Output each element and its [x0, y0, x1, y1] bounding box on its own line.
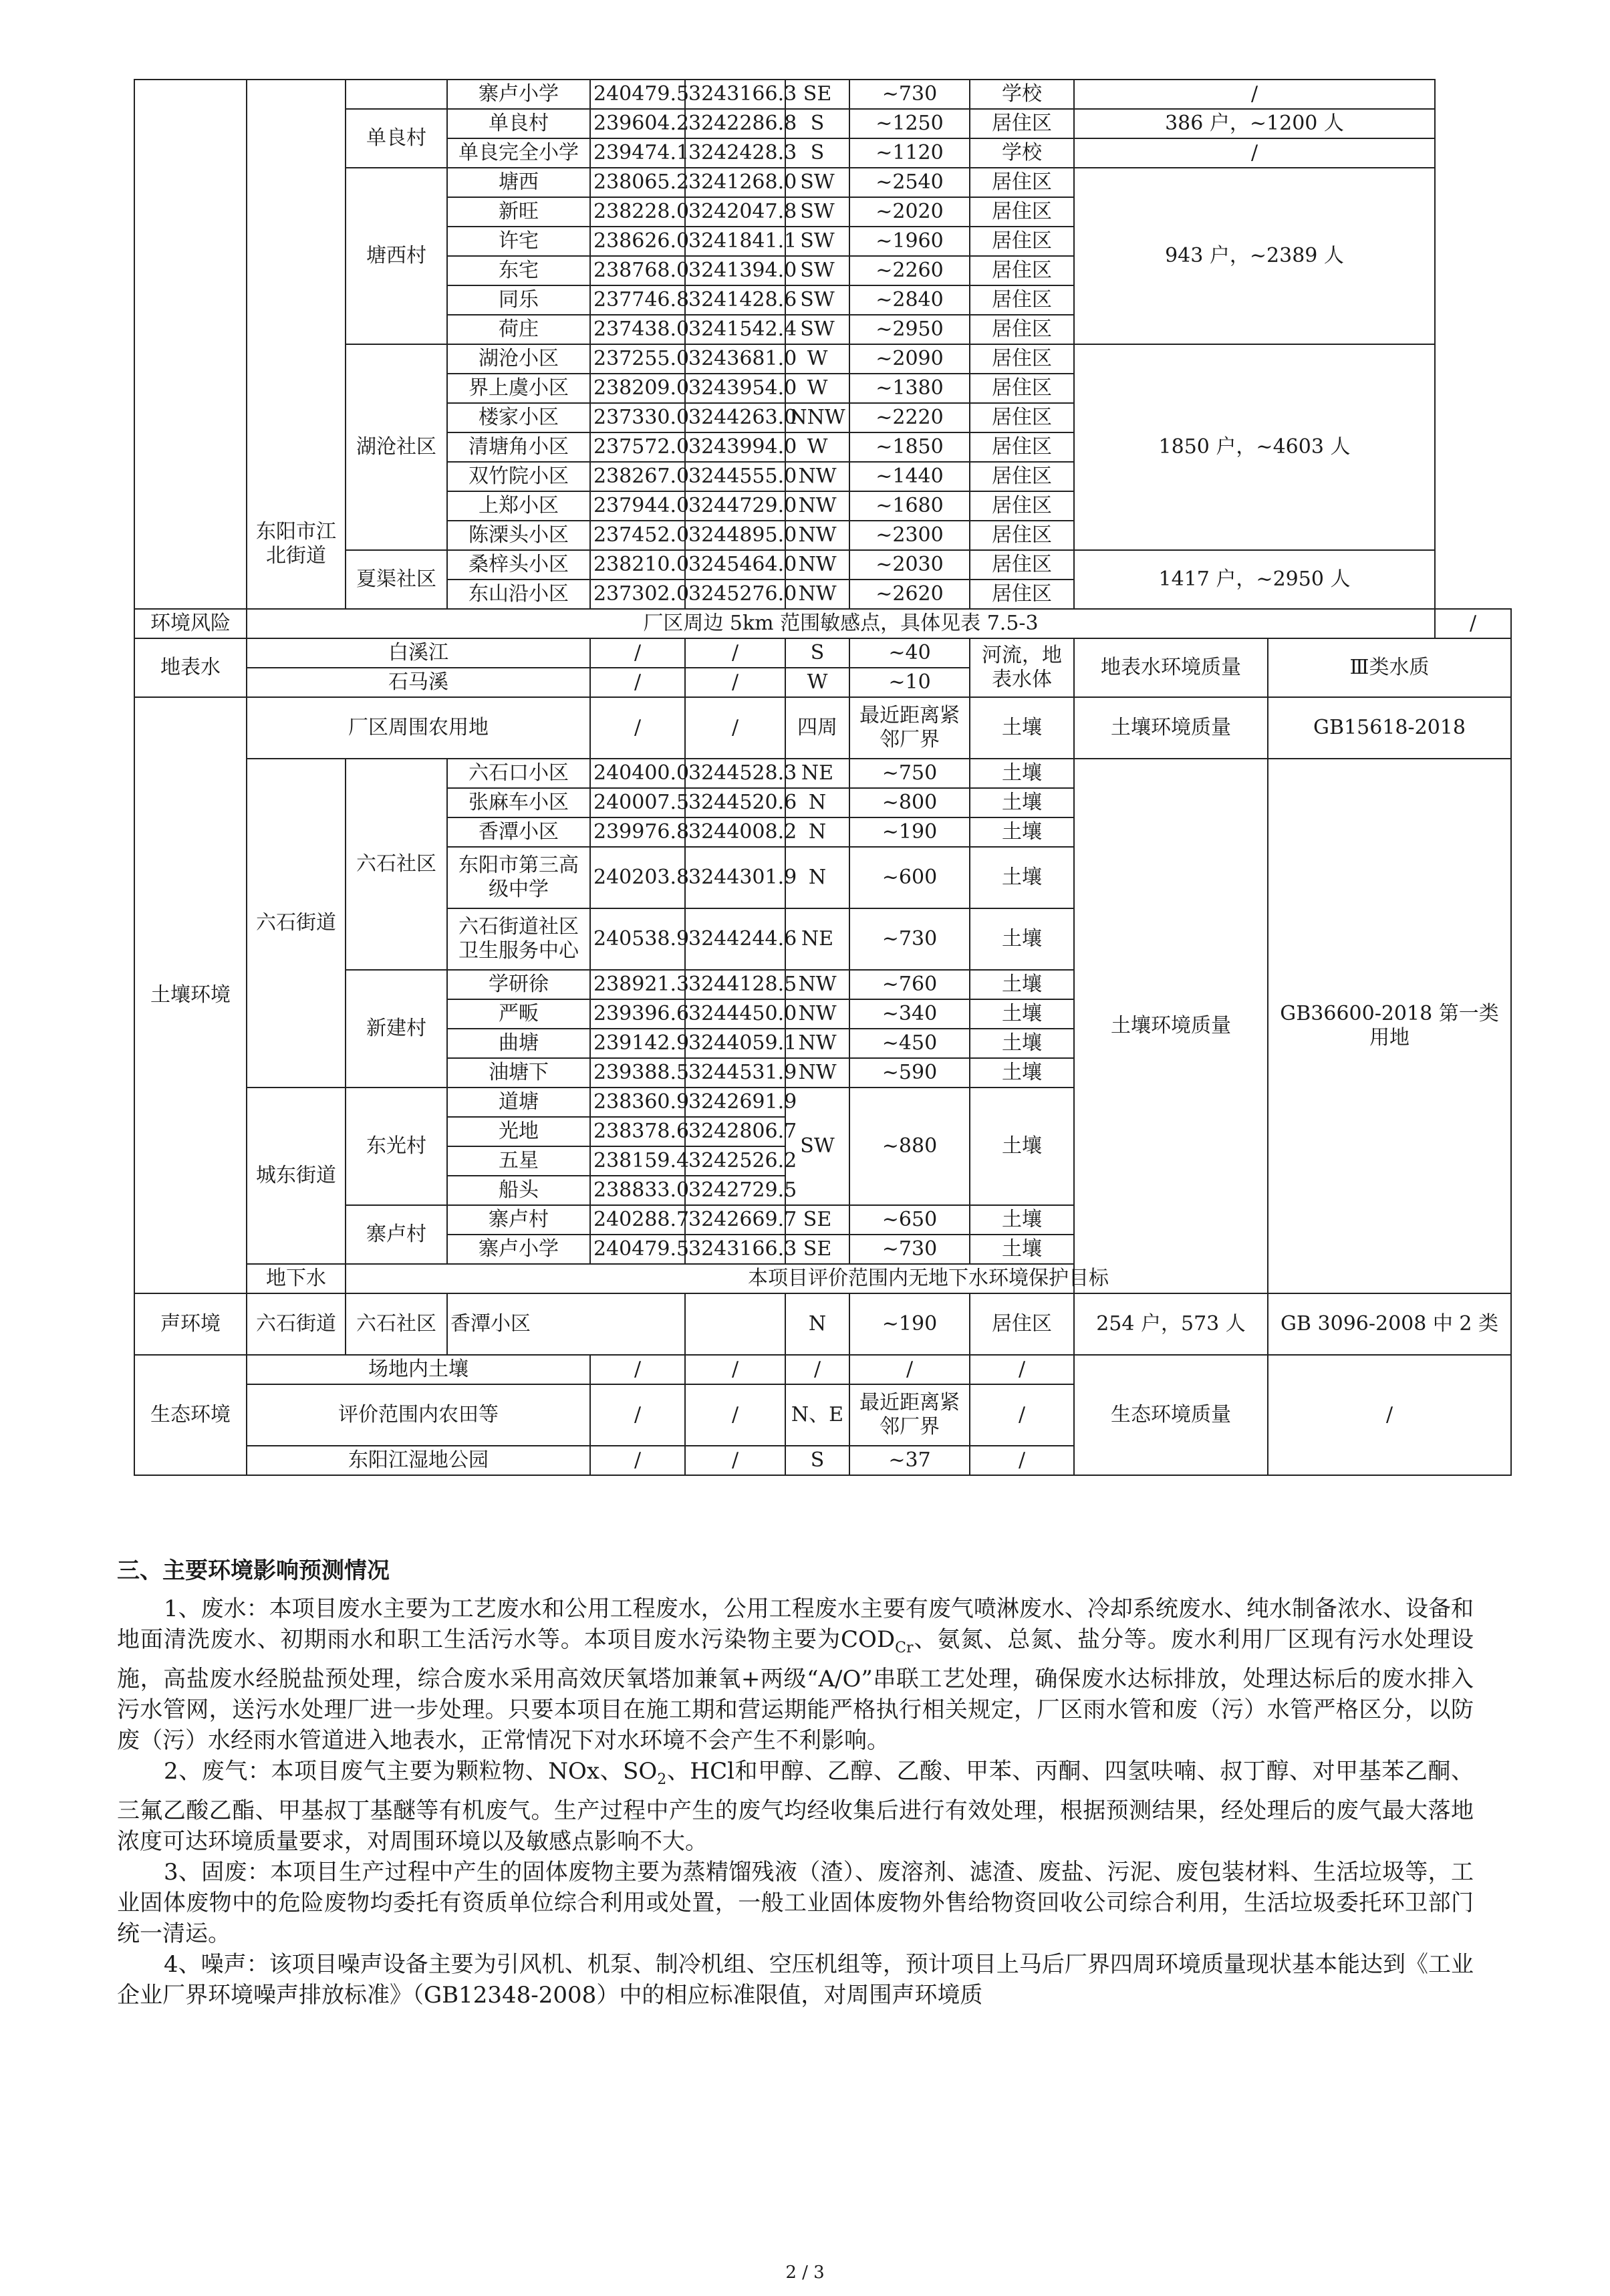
paragraph-wastewater: 1、废水：本项目废水主要为工艺废水和公用工程废水，公用工程废水主要有废气喷淋废水、冷却系统废水、纯水制备浓水、设备和地面清洗废水、初期雨水和职工生活污水等。本项目废水污染物主要为$COD_{Cr}$、氨氮、总氮、盐分等。废水利用厂区现有污水处理设施，高盐废水经脱盐预处理，综合废水采用高效厌氧塔加兼氧+两级“A/O”串联工艺处理，确保废水达标排放，处理达标后的废水排入污水管网，送污水处理厂进一步处理。只要本项目在施工期和营运期能严格执行相关规定，厂区雨水管和废（污）水管严格区分，以防废（污）水经雨水管道进入地表水，正常情况下对水环境不会产生不利影响。	[117, 1596, 1474, 1754]
table-cell: 3244263.0	[685, 403, 785, 432]
table-cell: 土壤	[970, 759, 1074, 788]
table-cell: 评价范围内农田等	[247, 1384, 590, 1446]
table-cell: 土壤	[970, 1235, 1074, 1264]
table-cell: N	[785, 788, 849, 817]
category-cell: 地表水	[134, 638, 247, 697]
table-cell: SW	[785, 285, 849, 315]
table-cell: 居住区	[970, 521, 1074, 550]
table-cell: 240203.8	[590, 847, 685, 908]
population-cell: 1417 户，~2950 人	[1074, 550, 1435, 609]
protection-target-table	[134, 79, 1512, 1476]
table-cell: /	[685, 638, 785, 668]
table-cell: /	[685, 697, 785, 759]
table-cell: 3242669.7	[685, 1205, 785, 1235]
table-cell: 界上虞小区	[447, 374, 590, 403]
table-cell: ~2950	[849, 315, 970, 344]
table-cell: /	[1268, 1355, 1511, 1475]
village-cell: 新建村	[346, 970, 447, 1088]
table-cell: ~340	[849, 999, 970, 1029]
table-cell: 厂区周边 5km 范围敏感点，具体见表 7.5-3	[247, 609, 1435, 638]
table-cell: 3244128.5	[685, 970, 785, 999]
table-cell: 3244008.2	[685, 817, 785, 847]
table-cell: 学校	[970, 80, 1074, 109]
table-cell: ~880	[849, 1088, 970, 1205]
table-cell: /	[590, 638, 685, 668]
table-cell: ~2220	[849, 403, 970, 432]
table-cell: 3244528.3	[685, 759, 785, 788]
table-cell: /	[685, 1384, 785, 1446]
table-cell: 3244301.9	[685, 847, 785, 908]
table-cell: 土壤	[970, 788, 1074, 817]
table-cell: ~1850	[849, 432, 970, 462]
table-cell: S	[785, 638, 849, 668]
table-cell: W	[785, 432, 849, 462]
table-cell: ~2840	[849, 285, 970, 315]
table-cell: 新旺	[447, 197, 590, 227]
table-cell: /	[1435, 609, 1511, 638]
table-cell: 楼家小区	[447, 403, 590, 432]
table-cell: 居住区	[970, 344, 1074, 374]
table-cell: 土壤环境质量	[1074, 697, 1268, 759]
table-cell: ~760	[849, 970, 970, 999]
street-cell: 城东街道	[247, 1088, 346, 1264]
population-cell: 943 户，~2389 人	[1074, 168, 1435, 344]
paragraph-noise: 4、噪声：该项目噪声设备主要为引风机、机泵、制冷机组、空压机组等，预计项目上马后厂界四周环境质量现状基本能达到《工业企业厂界环境噪声排放标准》（GB12348-2008）中的相应标准限值，对周围声环境质	[117, 1950, 1474, 2009]
table-cell: 3241268.0	[685, 168, 785, 197]
table-cell: 学校	[970, 138, 1074, 168]
table-cell: 3242806.7	[685, 1117, 785, 1146]
table-cell: 239474.1	[590, 138, 685, 168]
table-cell: 3242047.8	[685, 197, 785, 227]
table-cell: 曲塘	[447, 1029, 590, 1058]
table-cell: ~730	[849, 80, 970, 109]
table-cell: 239976.8	[590, 817, 685, 847]
village-cell: 寨卢村	[346, 1205, 447, 1264]
table-cell: ~190	[849, 1293, 970, 1355]
table-cell: 场地内土壤	[247, 1355, 590, 1384]
table-row	[134, 1264, 1511, 1293]
table-cell: 土壤	[970, 847, 1074, 908]
community-cell: 六石社区	[346, 759, 447, 970]
table-cell: 清塘角小区	[447, 432, 590, 462]
table-cell: 238626.0	[590, 227, 685, 256]
table-cell: 237255.0	[590, 344, 685, 374]
table-cell: ~2620	[849, 580, 970, 609]
table-cell: W	[785, 668, 849, 697]
table-cell: 239142.9	[590, 1029, 685, 1058]
table-cell: SW	[785, 256, 849, 285]
table-cell: 六石街道社区卫生服务中心	[447, 908, 590, 970]
table-cell: SE	[785, 1235, 849, 1264]
section-title: 三、主要环境影响预测情况	[117, 1557, 390, 1584]
table-cell: /	[1074, 138, 1435, 168]
population-cell: 1850 户，~4603 人	[1074, 344, 1435, 550]
table-cell: 本项目评价范围内无地下水环境保护目标	[346, 1264, 1511, 1293]
table-cell: 3243166.3	[685, 80, 785, 109]
table-cell: 3244729.0	[685, 491, 785, 521]
table-cell: 上郑小区	[447, 491, 590, 521]
table-cell: 香潭小区	[447, 1293, 685, 1355]
table-cell: ~800	[849, 788, 970, 817]
table-cell: /	[1074, 80, 1435, 109]
table-cell: NW	[785, 462, 849, 491]
table-cell: 荷庄	[447, 315, 590, 344]
table-cell: 陈溧头小区	[447, 521, 590, 550]
table-cell: 单良完全小学	[447, 138, 590, 168]
table-cell: 道塘	[447, 1088, 590, 1117]
table-cell: 严畈	[447, 999, 590, 1029]
table-row	[134, 759, 1511, 788]
category-cell: 声环境	[134, 1293, 247, 1355]
table-cell: 居住区	[970, 403, 1074, 432]
table-cell: 237302.0	[590, 580, 685, 609]
table-cell: ~750	[849, 759, 970, 788]
table-cell: 居住区	[970, 197, 1074, 227]
table-cell: 寨卢小学	[447, 1235, 590, 1264]
table-cell: 3241841.1	[685, 227, 785, 256]
table-cell: 237452.0	[590, 521, 685, 550]
table-cell: 240400.0	[590, 759, 685, 788]
table-cell: /	[590, 1355, 685, 1384]
table-cell: 238267.0	[590, 462, 685, 491]
table-cell: 白溪江	[247, 638, 590, 668]
table-cell: 238228.0	[590, 197, 685, 227]
table-cell: NE	[785, 759, 849, 788]
table-cell: Ⅲ类水质	[1268, 638, 1511, 697]
table-cell: 光地	[447, 1117, 590, 1146]
table-cell: 土壤环境质量	[1074, 759, 1268, 1293]
table-cell: 生态环境质量	[1074, 1355, 1268, 1475]
table-cell: SE	[785, 80, 849, 109]
table-cell: 居住区	[970, 550, 1074, 580]
table-cell: 六石社区	[346, 1293, 447, 1355]
table-cell: NW	[785, 580, 849, 609]
table-cell: 3245276.0	[685, 580, 785, 609]
category-cell: 环境风险	[134, 609, 247, 638]
table-cell: 六石口小区	[447, 759, 590, 788]
table-cell: N	[785, 817, 849, 847]
table-cell: ~37	[849, 1446, 970, 1475]
table-cell: 学研徐	[447, 970, 590, 999]
community-cell: 夏渠社区	[346, 550, 447, 609]
table-cell: /	[590, 668, 685, 697]
table-cell: 3242691.9	[685, 1088, 785, 1117]
table-cell: /	[685, 668, 785, 697]
table-cell: S	[785, 1446, 849, 1475]
table-cell: 东山沿小区	[447, 580, 590, 609]
table-cell: 3242729.5	[685, 1176, 785, 1205]
table-cell: 四周	[785, 697, 849, 759]
table-cell: N	[785, 847, 849, 908]
table-cell: ~730	[849, 908, 970, 970]
village-cell: 东光村	[346, 1088, 447, 1205]
table-cell: 最近距离紧邻厂界	[849, 1384, 970, 1446]
table-cell: /	[849, 1355, 970, 1384]
table-cell: 土壤	[970, 1029, 1074, 1058]
table-row	[134, 1293, 1511, 1355]
table-cell: 土壤	[970, 1088, 1074, 1205]
table-cell: /	[590, 697, 685, 759]
table-cell: 香潭小区	[447, 817, 590, 847]
table-cell: 桑梓头小区	[447, 550, 590, 580]
village-cell	[346, 80, 447, 109]
table-cell: NW	[785, 550, 849, 580]
table-cell: 居住区	[970, 432, 1074, 462]
table-cell: 东宅	[447, 256, 590, 285]
table-cell: 238209.0	[590, 374, 685, 403]
table-cell: 3244520.6	[685, 788, 785, 817]
table-cell: 厂区周围农用地	[247, 697, 590, 759]
table-cell: GB36600-2018 第一类用地	[1268, 759, 1511, 1293]
table-cell: SW	[785, 168, 849, 197]
table-cell: /	[970, 1355, 1074, 1384]
table-cell: 3241394.0	[685, 256, 785, 285]
table-cell: ~2300	[849, 521, 970, 550]
table-cell: 3243681.0	[685, 344, 785, 374]
table-cell: 238065.2	[590, 168, 685, 197]
table-cell: NW	[785, 999, 849, 1029]
table-cell: ~730	[849, 1235, 970, 1264]
table-cell: /	[785, 1355, 849, 1384]
table-cell: ~1120	[849, 138, 970, 168]
street-cell: 东阳市江北街道	[247, 80, 346, 609]
table-cell: 237572.0	[590, 432, 685, 462]
table-cell: ~650	[849, 1205, 970, 1235]
table-cell: 土壤	[970, 970, 1074, 999]
table-cell: 240538.9	[590, 908, 685, 970]
table-cell: 居住区	[970, 462, 1074, 491]
table-cell: 石马溪	[247, 668, 590, 697]
table-cell: 240479.5	[590, 1235, 685, 1264]
table-cell: 地表水环境质量	[1074, 638, 1268, 697]
table-cell: GB 3096-2008 中 2 类	[1268, 1293, 1511, 1355]
table-cell: 3244244.6	[685, 908, 785, 970]
table-cell: 居住区	[970, 374, 1074, 403]
table-cell: 238921.3	[590, 970, 685, 999]
table-cell: ~10	[849, 668, 970, 697]
category-cell: 地下水	[247, 1264, 346, 1293]
table-cell: N、E	[785, 1384, 849, 1446]
table-cell: 239604.2	[590, 109, 685, 138]
table-cell: 237944.0	[590, 491, 685, 521]
table-cell: NW	[785, 1058, 849, 1088]
protection-target-table-container	[134, 79, 1510, 1476]
table-cell: /	[685, 1446, 785, 1475]
table-row	[134, 1355, 1511, 1384]
table-cell: ~1250	[849, 109, 970, 138]
table-cell: NNW	[785, 403, 849, 432]
table-cell: 237330.0	[590, 403, 685, 432]
table-cell: 3245464.0	[685, 550, 785, 580]
table-cell: 254 户，573 人	[1074, 1293, 1268, 1355]
table-cell: ~2540	[849, 168, 970, 197]
table-cell: 3244895.0	[685, 521, 785, 550]
table-cell: 东阳江湿地公园	[247, 1446, 590, 1475]
table-cell: 239396.6	[590, 999, 685, 1029]
table-cell: /	[685, 1355, 785, 1384]
table-cell: 最近距离紧邻厂界	[849, 697, 970, 759]
table-cell: ~190	[849, 817, 970, 847]
table-cell: NE	[785, 908, 849, 970]
table-cell: 居住区	[970, 1293, 1074, 1355]
table-cell: 寨卢村	[447, 1205, 590, 1235]
paragraph-waste-gas: 2、废气：本项目废气主要为颗粒物、NOx、$SO_2$、HCl和甲醇、乙醇、乙酸、甲苯、丙酮、四氢呋喃、叔丁醇、对甲基苯乙酮、三氟乙酸乙酯、甲基叔丁基醚等有机废气。生产过程中产生的废气均经收集后进行有效处理，根据预测结果，经处理后的废气最大落地浓度可达环境质量要求，对周围环境以及敏感点影响不大。	[117, 1757, 1474, 1855]
community-cell: 湖沧社区	[346, 344, 447, 550]
table-cell: 3242286.8	[685, 109, 785, 138]
table-cell: 238210.0	[590, 550, 685, 580]
table-cell: 3241428.6	[685, 285, 785, 315]
table-cell: 240007.5	[590, 788, 685, 817]
table-cell: SW	[785, 315, 849, 344]
table-cell: 居住区	[970, 580, 1074, 609]
table-cell: 居住区	[970, 315, 1074, 344]
table-cell: /	[590, 1384, 685, 1446]
table-cell: SE	[785, 1205, 849, 1235]
table-cell: 238768.0	[590, 256, 685, 285]
table-cell	[134, 80, 247, 609]
table-cell: /	[970, 1384, 1074, 1446]
table-cell: S	[785, 138, 849, 168]
table-cell: GB15618-2018	[1268, 697, 1511, 759]
table-cell: 东阳市第三高级中学	[447, 847, 590, 908]
village-cell: 单良村	[346, 109, 447, 168]
table-cell: SW	[785, 1088, 849, 1205]
table-cell: NW	[785, 1029, 849, 1058]
table-cell: 238360.9	[590, 1088, 685, 1117]
table-row	[134, 609, 1511, 638]
table-cell: 寨卢小学	[447, 80, 590, 109]
table-cell: 船头	[447, 1176, 590, 1205]
table-cell: 237746.8	[590, 285, 685, 315]
table-cell: 3244059.1	[685, 1029, 785, 1058]
table-cell: /	[970, 1446, 1074, 1475]
table-cell: S	[785, 109, 849, 138]
page-number: 2 / 3	[785, 2263, 825, 2283]
table-cell: 土壤	[970, 908, 1074, 970]
table-cell: 同乐	[447, 285, 590, 315]
table-cell: 单良村	[447, 109, 590, 138]
table-cell: 土壤	[970, 1205, 1074, 1235]
table-cell: NW	[785, 970, 849, 999]
table-cell: ~2020	[849, 197, 970, 227]
table-cell: ~590	[849, 1058, 970, 1088]
table-cell: 240479.5	[590, 80, 685, 109]
table-cell: 塘西	[447, 168, 590, 197]
table-cell: 240288.7	[590, 1205, 685, 1235]
street-cell: 六石街道	[247, 759, 346, 1088]
table-cell: 3244531.9	[685, 1058, 785, 1088]
category-cell: 土壤环境	[134, 697, 247, 1293]
table-cell: 土壤	[970, 817, 1074, 847]
table-cell: 237438.0	[590, 315, 685, 344]
table-body	[134, 80, 1511, 1475]
table-cell: 居住区	[970, 168, 1074, 197]
paragraph-solid-waste: 3、固废：本项目生产过程中产生的固体废物主要为蒸精馏残液（渣）、废溶剂、滤渣、废盐、污泥、废包装材料、生活垃圾等，工业固体废物中的危险废物均委托有资质单位综合利用或处置，一般工业固体废物外售给物资回收公司综合利用，生活垃圾委托环卫部门统一清运。	[117, 1858, 1474, 1947]
table-cell: 3244450.0	[685, 999, 785, 1029]
table-cell: 五星	[447, 1146, 590, 1176]
table-cell: NW	[785, 491, 849, 521]
table-cell: 3242428.3	[685, 138, 785, 168]
table-row	[134, 697, 1511, 759]
table-cell: NW	[785, 521, 849, 550]
table-cell: 许宅	[447, 227, 590, 256]
table-cell: ~2030	[849, 550, 970, 580]
impact-text	[117, 1593, 1474, 2011]
village-cell: 塘西村	[346, 168, 447, 344]
table-cell: 油塘下	[447, 1058, 590, 1088]
table-cell: 3243994.0	[685, 432, 785, 462]
table-cell: /	[590, 1446, 685, 1475]
table-cell: ~2260	[849, 256, 970, 285]
table-cell: ~1680	[849, 491, 970, 521]
table-cell: ~600	[849, 847, 970, 908]
table-cell: 3244555.0	[685, 462, 785, 491]
table-cell: 239388.5	[590, 1058, 685, 1088]
table-cell: 238378.6	[590, 1117, 685, 1146]
table-cell: 居住区	[970, 256, 1074, 285]
table-cell: 河流，地表水体	[970, 638, 1074, 697]
table-row	[134, 80, 1511, 109]
table-cell: 土壤	[970, 1058, 1074, 1088]
table-cell: ~450	[849, 1029, 970, 1058]
table-cell: 湖沧小区	[447, 344, 590, 374]
table-cell: N	[785, 1293, 849, 1355]
table-cell: ~1440	[849, 462, 970, 491]
table-cell: W	[785, 374, 849, 403]
table-cell: ~1380	[849, 374, 970, 403]
table-cell: 张麻车小区	[447, 788, 590, 817]
table-cell: 3243954.0	[685, 374, 785, 403]
table-cell: W	[785, 344, 849, 374]
table-cell: 双竹院小区	[447, 462, 590, 491]
table-cell: 土壤	[970, 999, 1074, 1029]
table-cell: 居住区	[970, 285, 1074, 315]
table-cell: ~40	[849, 638, 970, 668]
table-cell: 居住区	[970, 491, 1074, 521]
table-cell	[685, 1293, 785, 1355]
table-cell: SW	[785, 197, 849, 227]
table-cell: 386 户，~1200 人	[1074, 109, 1435, 138]
table-cell: 居住区	[970, 227, 1074, 256]
table-cell: ~2090	[849, 344, 970, 374]
table-cell: 3241542.4	[685, 315, 785, 344]
table-cell: 土壤	[970, 697, 1074, 759]
table-cell: 238833.0	[590, 1176, 685, 1205]
table-cell: 238159.4	[590, 1146, 685, 1176]
table-cell: SW	[785, 227, 849, 256]
table-cell: 3242526.2	[685, 1146, 785, 1176]
table-cell: ~1960	[849, 227, 970, 256]
table-cell: 3243166.3	[685, 1235, 785, 1264]
table-cell: 居住区	[970, 109, 1074, 138]
table-cell: 六石街道	[247, 1293, 346, 1355]
category-cell: 生态环境	[134, 1355, 247, 1475]
table-row	[134, 638, 1511, 668]
